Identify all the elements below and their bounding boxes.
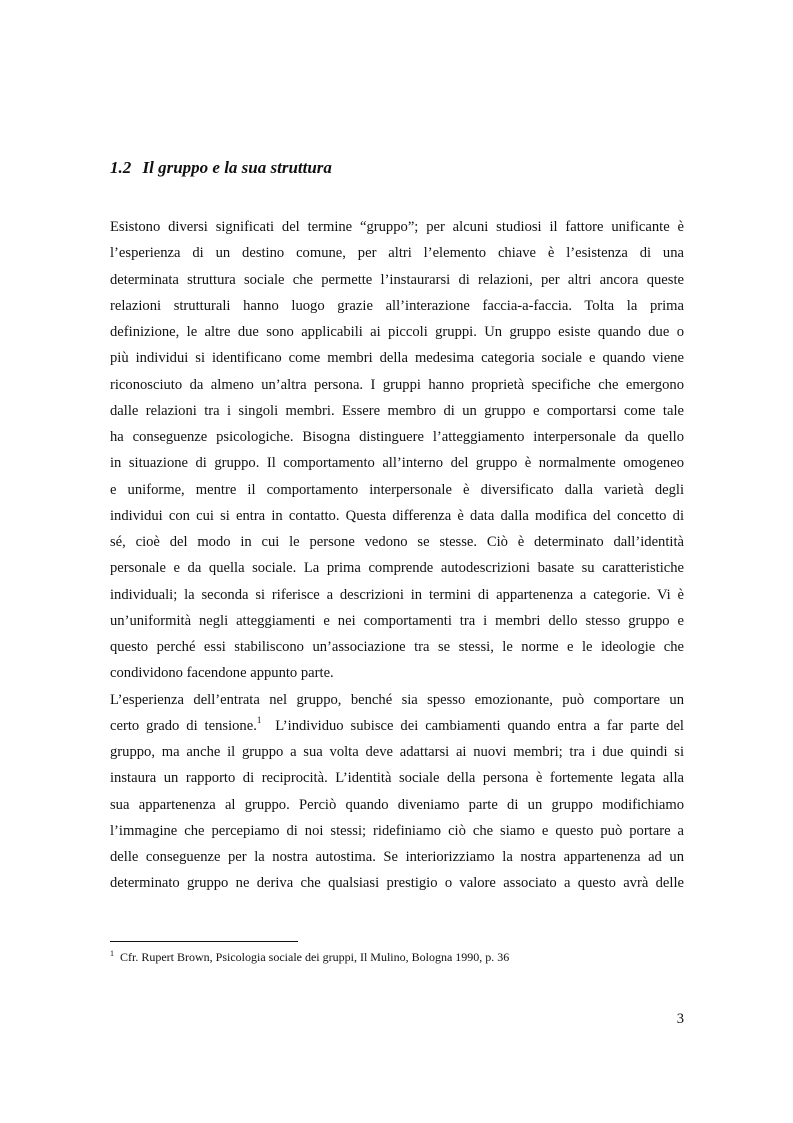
- text-line: delle conseguenze per la nostra autostima. Se interiorizziamo la nostra appartenenza ad un: [110, 849, 684, 865]
- text-line: ha conseguenze psicologiche. Bisogna distinguere l’atteggiamento interpersonale da quello: [110, 429, 684, 445]
- footnote-divider: [110, 941, 298, 942]
- footnote: [110, 949, 509, 965]
- text-line: personale e da quella sociale. La prima comprende autodescrizioni basate su caratteristiche: [110, 560, 684, 577]
- section-number: 1.2: [110, 158, 132, 177]
- text-line: L’esperienza dell’entrata nel gruppo, benché sia spesso emozionante, può comportare un: [110, 691, 684, 708]
- text-line: determinata struttura sociale che permette l’instaurarsi di relazioni, per altri ancora queste: [110, 271, 684, 288]
- text-line: l’immagine che percepiamo di noi stessi; ridefiniamo ciò che siamo e questo può portare a: [110, 822, 684, 839]
- text-line: condividono facendone appunto parte.: [110, 665, 334, 682]
- text-line: l’esperienza di un destino comune, per altri l’elemento chiave è l’esistenza di una: [110, 245, 684, 262]
- text-line: individui con cui si entra in contatto. Questa differenza è data dalla modifica del concetto di: [110, 507, 684, 524]
- text-line: determinato gruppo ne deriva che qualsiasi prestigio o valore associato a questo avrà delle: [110, 875, 684, 892]
- section-title: Il gruppo e la sua struttura: [142, 158, 332, 177]
- text-line: sua appartenenza al gruppo. Perciò quando diveniamo parte di un gruppo modifichiamo: [110, 796, 684, 813]
- text-line: in situazione di gruppo. Il comportamento all’interno del gruppo è normalmente omogeneo: [110, 455, 684, 472]
- text-line: sé, cioè del modo in cui le persone vedono se stesse. Ciò è determinato dall’identità: [110, 534, 684, 550]
- body-text: [110, 214, 684, 897]
- text-line: un’uniformità negli atteggiamenti e nei comportamenti tra i membri dello stesso gruppo e: [110, 612, 684, 629]
- text-line: Esistono diversi significati del termine “gruppo”; per alcuni studiosi il fattore unificante è: [110, 219, 684, 235]
- text-line-with-footnote: [110, 713, 684, 739]
- text-line: definizione, le altre due sono applicabili ai piccoli gruppi. Un gruppo esiste quando due o: [110, 324, 684, 340]
- text-line: dalle relazioni tra i singoli membri. Essere membro di un gruppo e comportarsi come tale: [110, 402, 684, 419]
- footnote-reference[interactable]: 1: [256, 714, 262, 725]
- text-line: più individui si identificano come membri della medesima categoria sociale e quando viene: [110, 350, 684, 367]
- text-line: riconosciuto da almeno un’altra persona. I gruppi hanno proprietà specifiche che emergono: [110, 376, 684, 393]
- text-line: e uniforme, mentre il comportamento interpersonale è diversificato dalla varietà degli: [110, 481, 684, 498]
- page-number: 3: [676, 1011, 684, 1027]
- footnote-text: Cfr. Rupert Brown, Psicologia sociale dei gruppi, Il Mulino, Bologna 1990, p. 36: [120, 950, 510, 964]
- text-line: questo perché essi stabiliscono un’associazione tra se stessi, le norme e le ideologie che: [110, 639, 684, 655]
- text-segment: L’individuo subisce dei cambiamenti quando entra a far parte del: [275, 717, 684, 734]
- text-line: relazioni strutturali hanno luogo grazie all’interazione faccia-a-faccia. Tolta la prima: [110, 297, 684, 314]
- text-line: instaura un rapporto di reciprocità. L’identità sociale della persona è fortemente legata alla: [110, 770, 684, 787]
- text-line: individuali; la seconda si riferisce a descrizioni in termini di appartenenza a categorie. Vi è: [110, 586, 684, 603]
- text-segment: certo grado di tensione.: [110, 717, 257, 734]
- footnote-marker: 1: [110, 949, 114, 958]
- section-heading: [110, 158, 332, 178]
- text-line: gruppo, ma anche il gruppo a sua volta deve adattarsi ai nuovi membri; tra i due quindi si: [110, 744, 684, 760]
